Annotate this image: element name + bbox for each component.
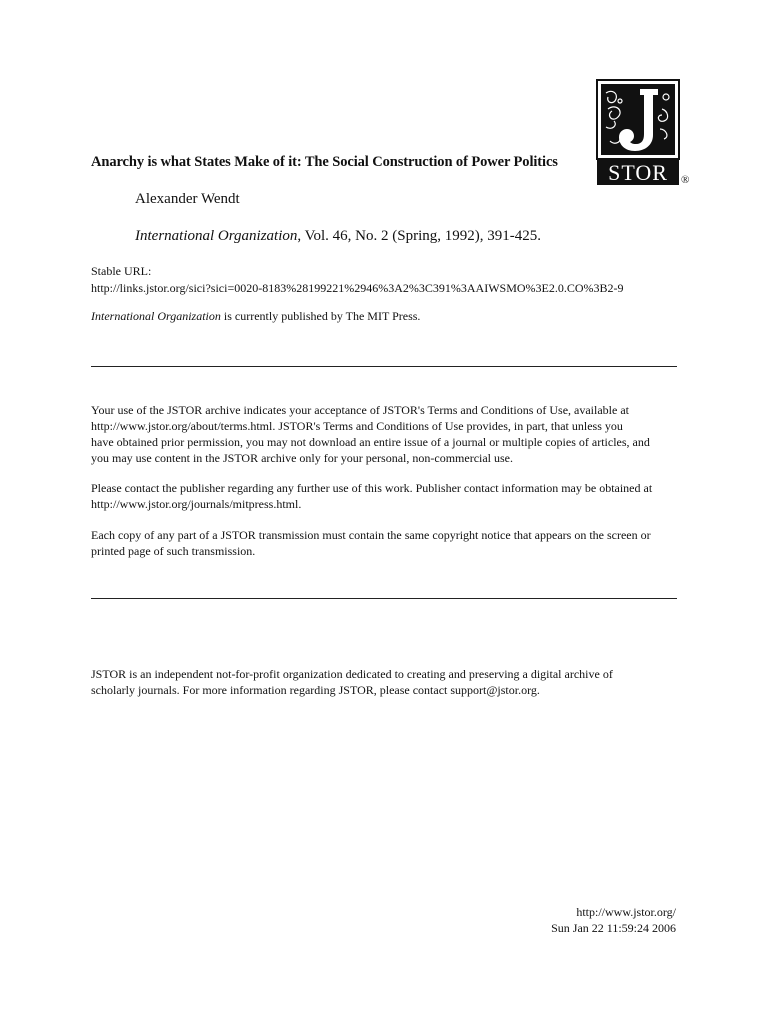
divider-bottom [91, 598, 677, 599]
publisher-journal-name: International Organization [91, 309, 221, 323]
article-author: Alexander Wendt [135, 191, 240, 207]
jstor-about-paragraph: JSTOR is an independent not-for-profit organization dedicated to creating and preserving a digital archive of scholarly journals. For more information regarding JSTOR, please contact support@jstor.org. [91, 667, 613, 697]
footer-url[interactable]: http://www.jstor.org/ [576, 905, 676, 919]
publisher-text: is currently published by The MIT Press. [220, 309, 421, 323]
citation-details: , Vol. 46, No. 2 (Spring, 1992), 391-425. [297, 228, 541, 244]
stable-url-link[interactable]: http://links.jstor.org/sici?sici=0020-8183%28199221%2946%3A2%3C391%3AAIWSMO%3E2.0.CO%3B2-9 [91, 281, 624, 295]
footer-timestamp: Sun Jan 22 11:59:24 2006 [551, 921, 676, 935]
divider-top [91, 366, 677, 367]
logo-wordmark: STOR [608, 160, 668, 185]
stable-url-label: Stable URL: [91, 264, 152, 278]
registered-mark: ® [681, 174, 690, 186]
article-title: Anarchy is what States Make of it: The Social Construction of Power Politics [91, 154, 558, 170]
publisher-line [91, 309, 420, 324]
journal-name: International Organization [135, 228, 298, 244]
terms-paragraph-2: Please contact the publisher regarding any further use of this work. Publisher contact information may be obtained at http://www.jstor.org/journals/mitpress.html. [91, 481, 653, 511]
stable-url-block [91, 263, 624, 297]
terms-paragraph-3: Each copy of any part of a JSTOR transmission must contain the same copyright notice that appears on the screen or printed page of such transmission. [91, 528, 651, 558]
footer [551, 904, 676, 936]
jstor-logo [596, 79, 680, 186]
article-citation [135, 228, 541, 245]
terms-paragraph-1: Your use of the JSTOR archive indicates your acceptance of JSTOR's Terms and Conditions of Use, available at http://www.jstor.org/about/terms.html. JSTOR's Terms and Conditions of Use provides, in part, that unless you have obtained prior permission, you may not download an entire issue of a journal or multiple copies of articles, and you may use content in the JSTOR archive only for your personal, non-commercial use. [91, 403, 650, 465]
